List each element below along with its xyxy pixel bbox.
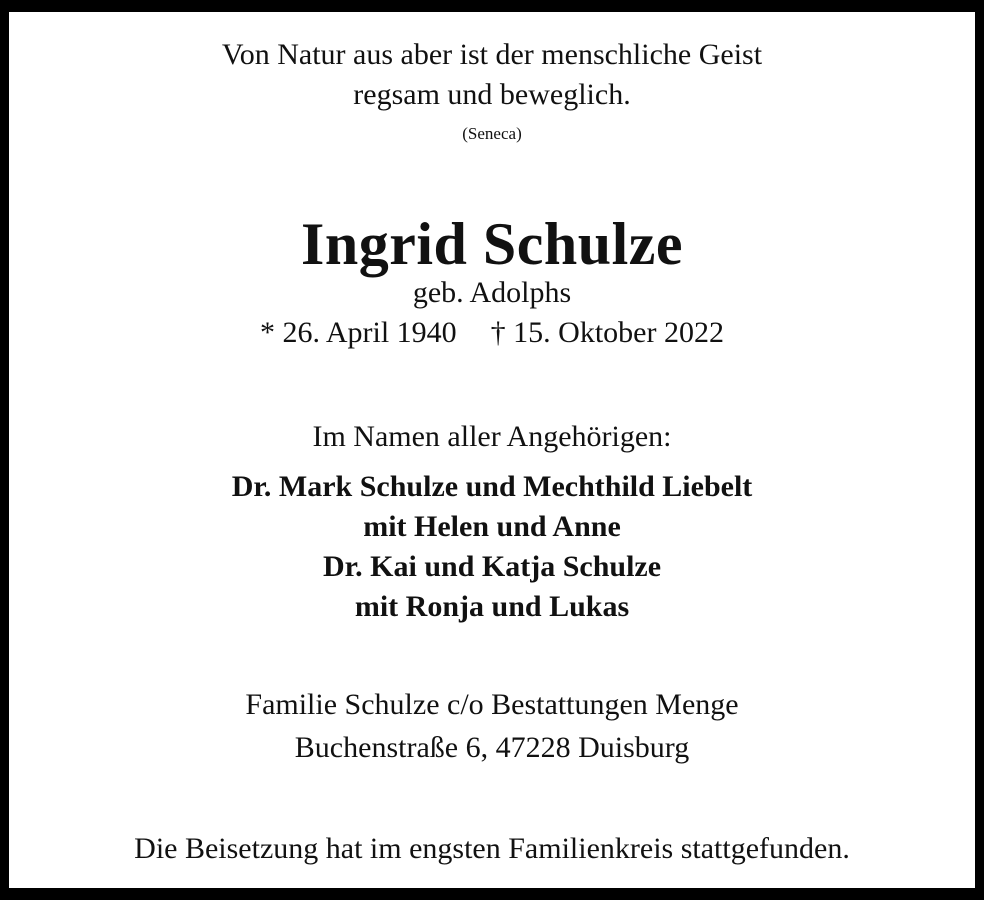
mourner-line: Dr. Mark Schulze und Mechthild Liebelt (231, 470, 753, 503)
death-date: † 15. Oktober 2022 (490, 316, 724, 349)
birth-date: * 26. April 1940 (260, 316, 457, 349)
life-dates (0, 318, 984, 348)
mourner-line: Dr. Kai und Katja Schulze (322, 550, 662, 583)
address-line-1: Familie Schulze c/o Bestattungen Menge (245, 688, 739, 721)
mourner-line: mit Ronja und Lukas (354, 590, 630, 623)
birth-name: geb. Adolphs (412, 276, 572, 309)
address-line-2: Buchenstraße 6, 47228 Duisburg (294, 731, 690, 764)
quote-line-1: Von Natur aus aber ist der menschliche Geist (221, 38, 763, 71)
mourner-line: mit Helen und Anne (363, 510, 621, 543)
deceased-name: Ingrid Schulze (300, 211, 684, 277)
mourners-intro: Im Namen aller Angehörigen: (312, 420, 672, 453)
quote-source: (Seneca) (462, 124, 522, 143)
quote-line-2: regsam und beweglich. (353, 78, 631, 111)
burial-notice: Die Beisetzung hat im engsten Familienkreis stattgefunden. (134, 832, 850, 865)
